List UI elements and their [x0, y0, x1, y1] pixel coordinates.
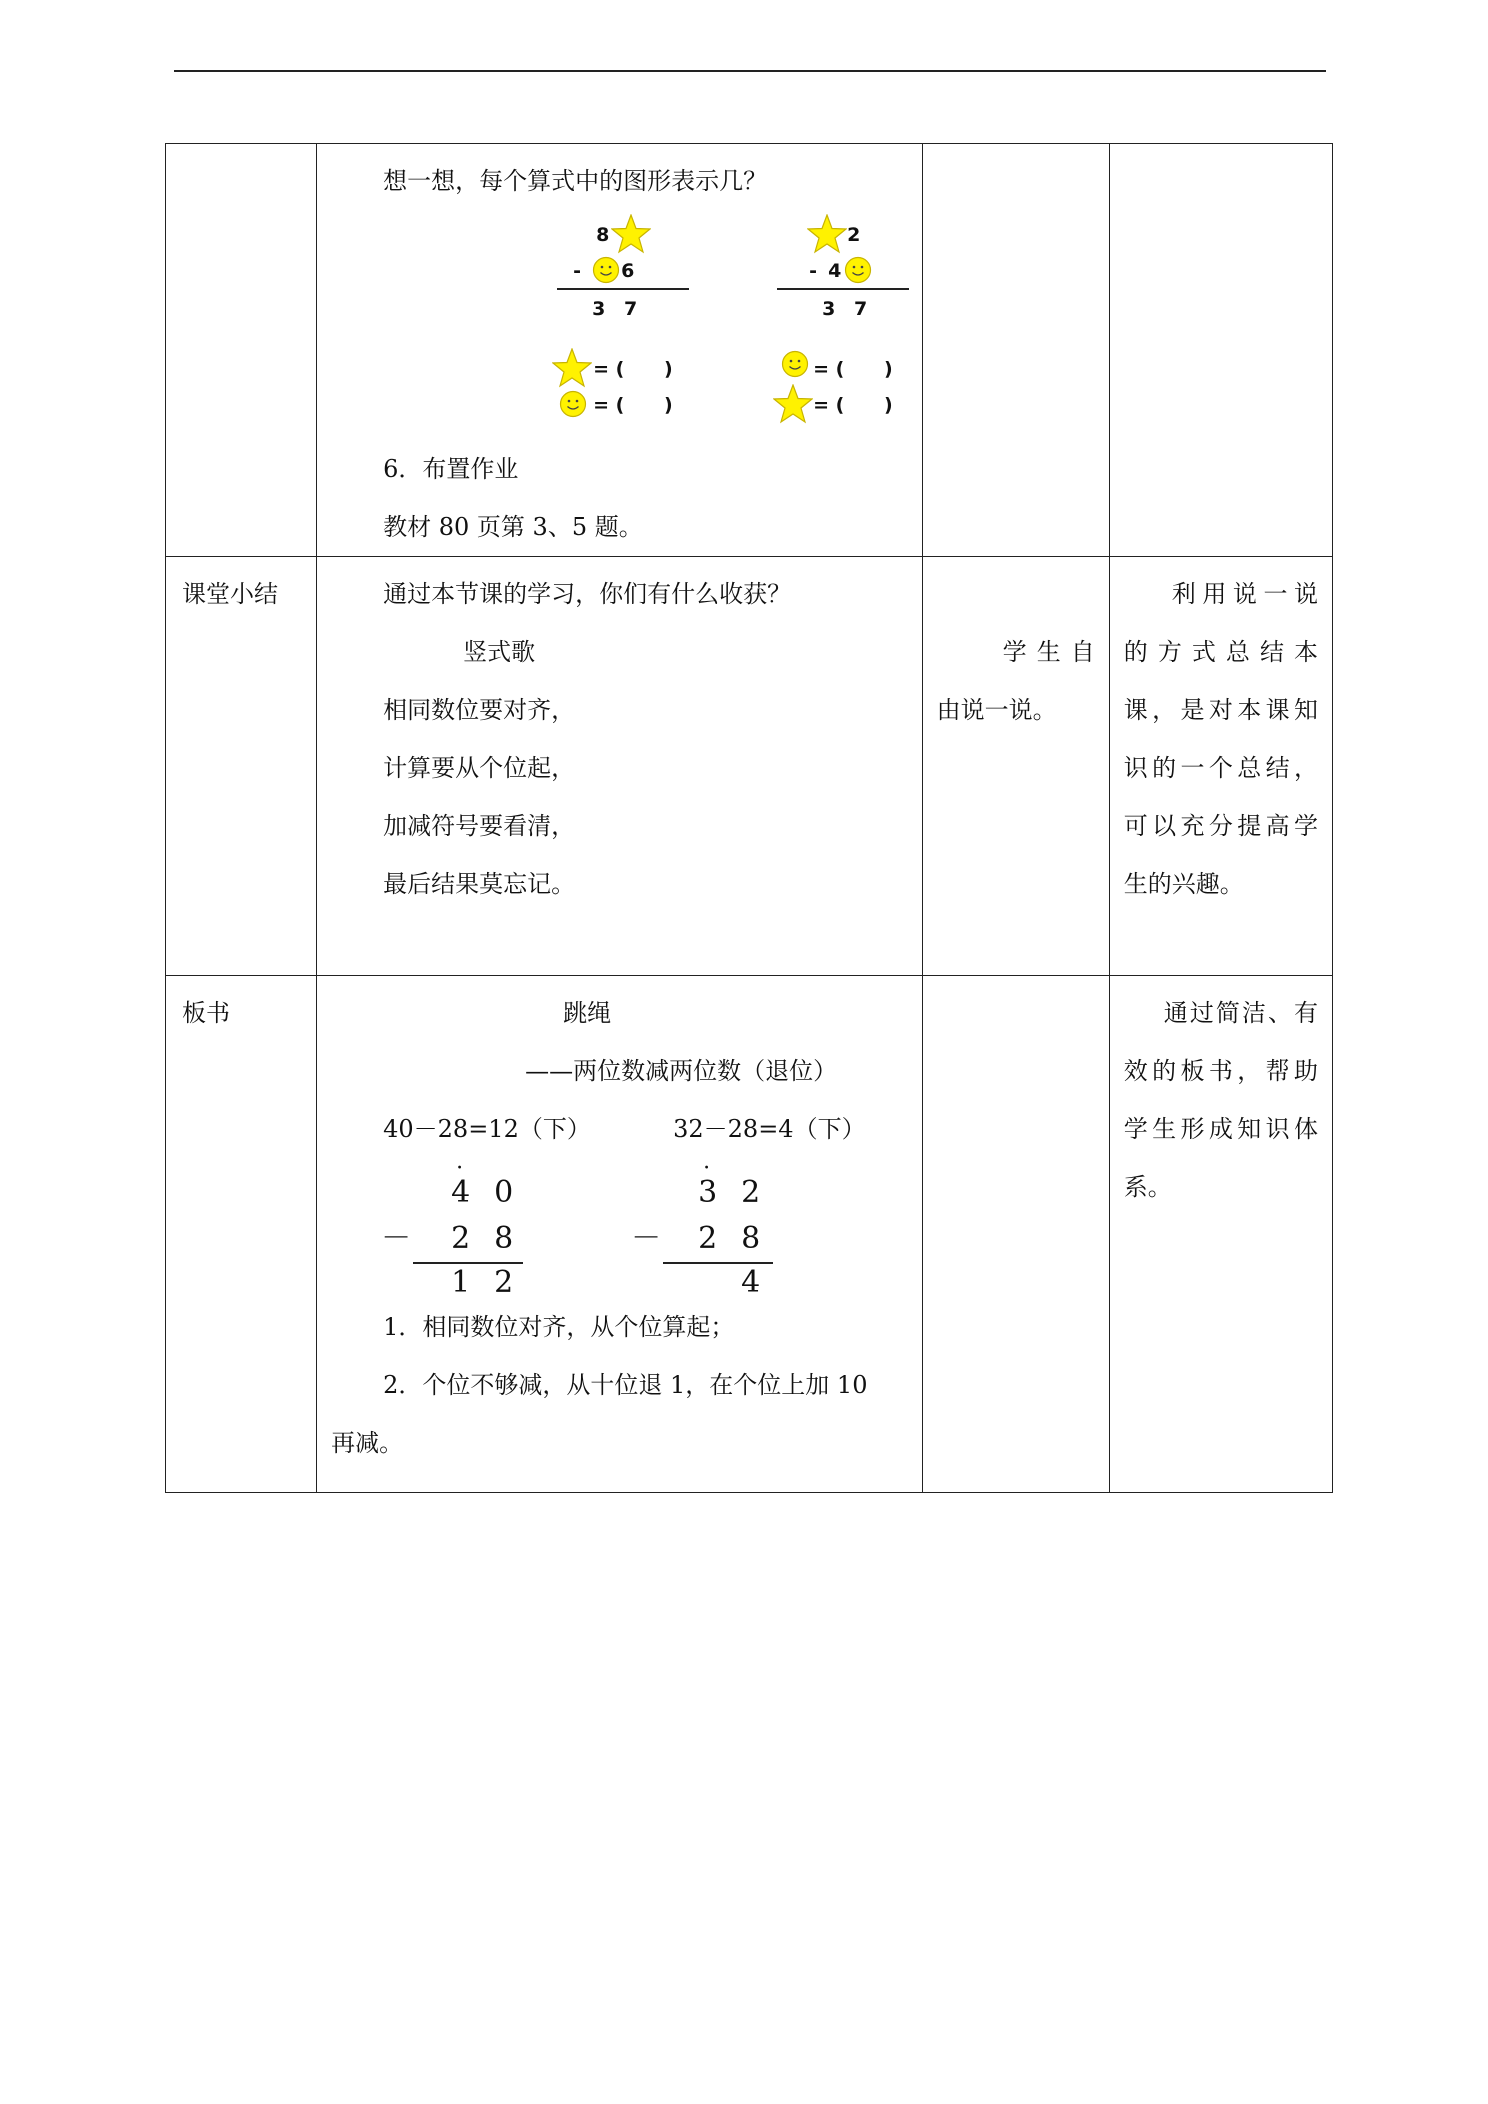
intent-line: 学生形成知识体 — [1123, 1115, 1318, 1143]
student-line: 由说一说。 — [936, 696, 1057, 724]
borrow-dot: · — [703, 1156, 711, 1181]
intent-line: 生的兴趣。 — [1123, 870, 1244, 898]
summary-question: 通过本节课的学习，你们有什么收获？ — [383, 580, 792, 608]
borrow-dot: · — [456, 1156, 464, 1181]
smiley-icon — [781, 350, 809, 378]
eq1-line — [557, 288, 689, 290]
v1-res-tens: 1 — [451, 1265, 471, 1300]
summary-label: 课堂小结 — [166, 557, 317, 976]
board-eq1: 40－28=12（下） — [383, 1115, 591, 1143]
board-equations — [317, 1100, 922, 1158]
eq2-line — [777, 288, 909, 290]
answer-blank: = ( ) — [593, 394, 673, 416]
song-line: 最后结果莫忘记。 — [383, 870, 576, 898]
practice-row — [166, 144, 1333, 557]
song-line: 相同数位要对齐， — [383, 696, 576, 724]
eq1-mid-num: 6 — [621, 260, 635, 282]
practice-student-cell — [922, 144, 1109, 557]
v1-line — [413, 1262, 523, 1264]
song-title: 竖式歌 — [463, 638, 536, 666]
board-label: 板书 — [166, 976, 317, 1493]
practice-label-cell — [166, 144, 317, 557]
board-row — [166, 976, 1333, 1493]
eq2-minus: - — [809, 260, 818, 282]
smiley-icon — [559, 390, 587, 418]
v1-res-ones: 2 — [494, 1265, 514, 1300]
board-title: 跳绳 — [563, 999, 612, 1027]
answer-blank: = ( ) — [813, 394, 893, 416]
answer-blank: = ( ) — [813, 358, 893, 380]
v2-sub-ones: 8 — [741, 1221, 761, 1256]
eq2-result: 3 7 — [822, 298, 868, 320]
v1-sub-ones: 8 — [494, 1221, 514, 1256]
board-subtitle: ——两位数减两位数（退位） — [525, 1057, 838, 1085]
intent-line: 课，是对本课知 — [1123, 696, 1318, 724]
board-eq2: 32－28=4（下） — [673, 1115, 866, 1143]
star-icon — [773, 384, 813, 424]
board-rule: 2．个位不够减，从十位退 1，在个位上加 10 — [383, 1371, 868, 1399]
homework-title: 6．布置作业 — [383, 455, 519, 483]
v1-top-tens: 4 — [451, 1175, 471, 1210]
v2-top-ones: 2 — [741, 1175, 761, 1210]
eq2-top-num: 2 — [847, 224, 861, 246]
v2-sub-tens: 2 — [698, 1221, 718, 1256]
star-icon — [552, 348, 592, 388]
shape-puzzle — [317, 210, 922, 480]
vertical-calcs — [317, 1158, 922, 1298]
eq1-result: 3 7 — [592, 298, 638, 320]
practice-intent-cell — [1109, 144, 1332, 557]
intent-line: 识的一个总结， — [1123, 754, 1318, 782]
v2-sign: － — [631, 1221, 662, 1256]
practice-question: 想一想，每个算式中的图形表示几？ — [383, 167, 768, 195]
answer-blank: = ( ) — [593, 358, 673, 380]
song-line: 计算要从个位起， — [383, 754, 576, 782]
intent-line: 系。 — [1123, 1173, 1172, 1201]
header-rule — [174, 70, 1326, 72]
v2-top-tens: 3 — [698, 1175, 718, 1210]
summary-student-cell — [922, 557, 1109, 976]
board-student-cell — [922, 976, 1109, 1493]
eq2-mid-num: 4 — [828, 260, 842, 282]
star-icon — [807, 214, 847, 254]
intent-line: 利用说一说 — [1171, 580, 1318, 608]
board-content-cell — [317, 976, 923, 1493]
board-rule: 1．相同数位对齐，从个位算起； — [383, 1313, 735, 1341]
board-rule-cont: 再减。 — [331, 1429, 404, 1457]
smiley-icon — [592, 256, 620, 284]
v2-res-ones: 4 — [741, 1265, 761, 1300]
lesson-plan-table — [165, 143, 1333, 1493]
summary-intent-cell — [1109, 557, 1332, 976]
star-icon — [611, 214, 651, 254]
homework-detail: 教材 80 页第 3、5 题。 — [383, 513, 643, 541]
summary-row — [166, 557, 1333, 976]
student-line: 学生自 — [1002, 638, 1095, 666]
v1-sign: － — [381, 1221, 412, 1256]
eq1-top-num: 8 — [596, 224, 610, 246]
intent-line: 通过简洁、有 — [1163, 999, 1318, 1027]
board-intent-cell — [1109, 976, 1332, 1493]
v2-line — [663, 1262, 773, 1264]
summary-content-cell — [317, 557, 923, 976]
intent-line: 效的板书，帮助 — [1123, 1057, 1318, 1085]
v1-top-ones: 0 — [494, 1175, 514, 1210]
v1-sub-tens: 2 — [451, 1221, 471, 1256]
eq1-minus: - — [573, 260, 582, 282]
intent-line: 的方式总结本 — [1123, 638, 1318, 666]
song-line: 加减符号要看清， — [383, 812, 576, 840]
smiley-icon — [844, 256, 872, 284]
practice-content-cell — [317, 144, 923, 557]
intent-line: 可以充分提高学 — [1123, 812, 1318, 840]
